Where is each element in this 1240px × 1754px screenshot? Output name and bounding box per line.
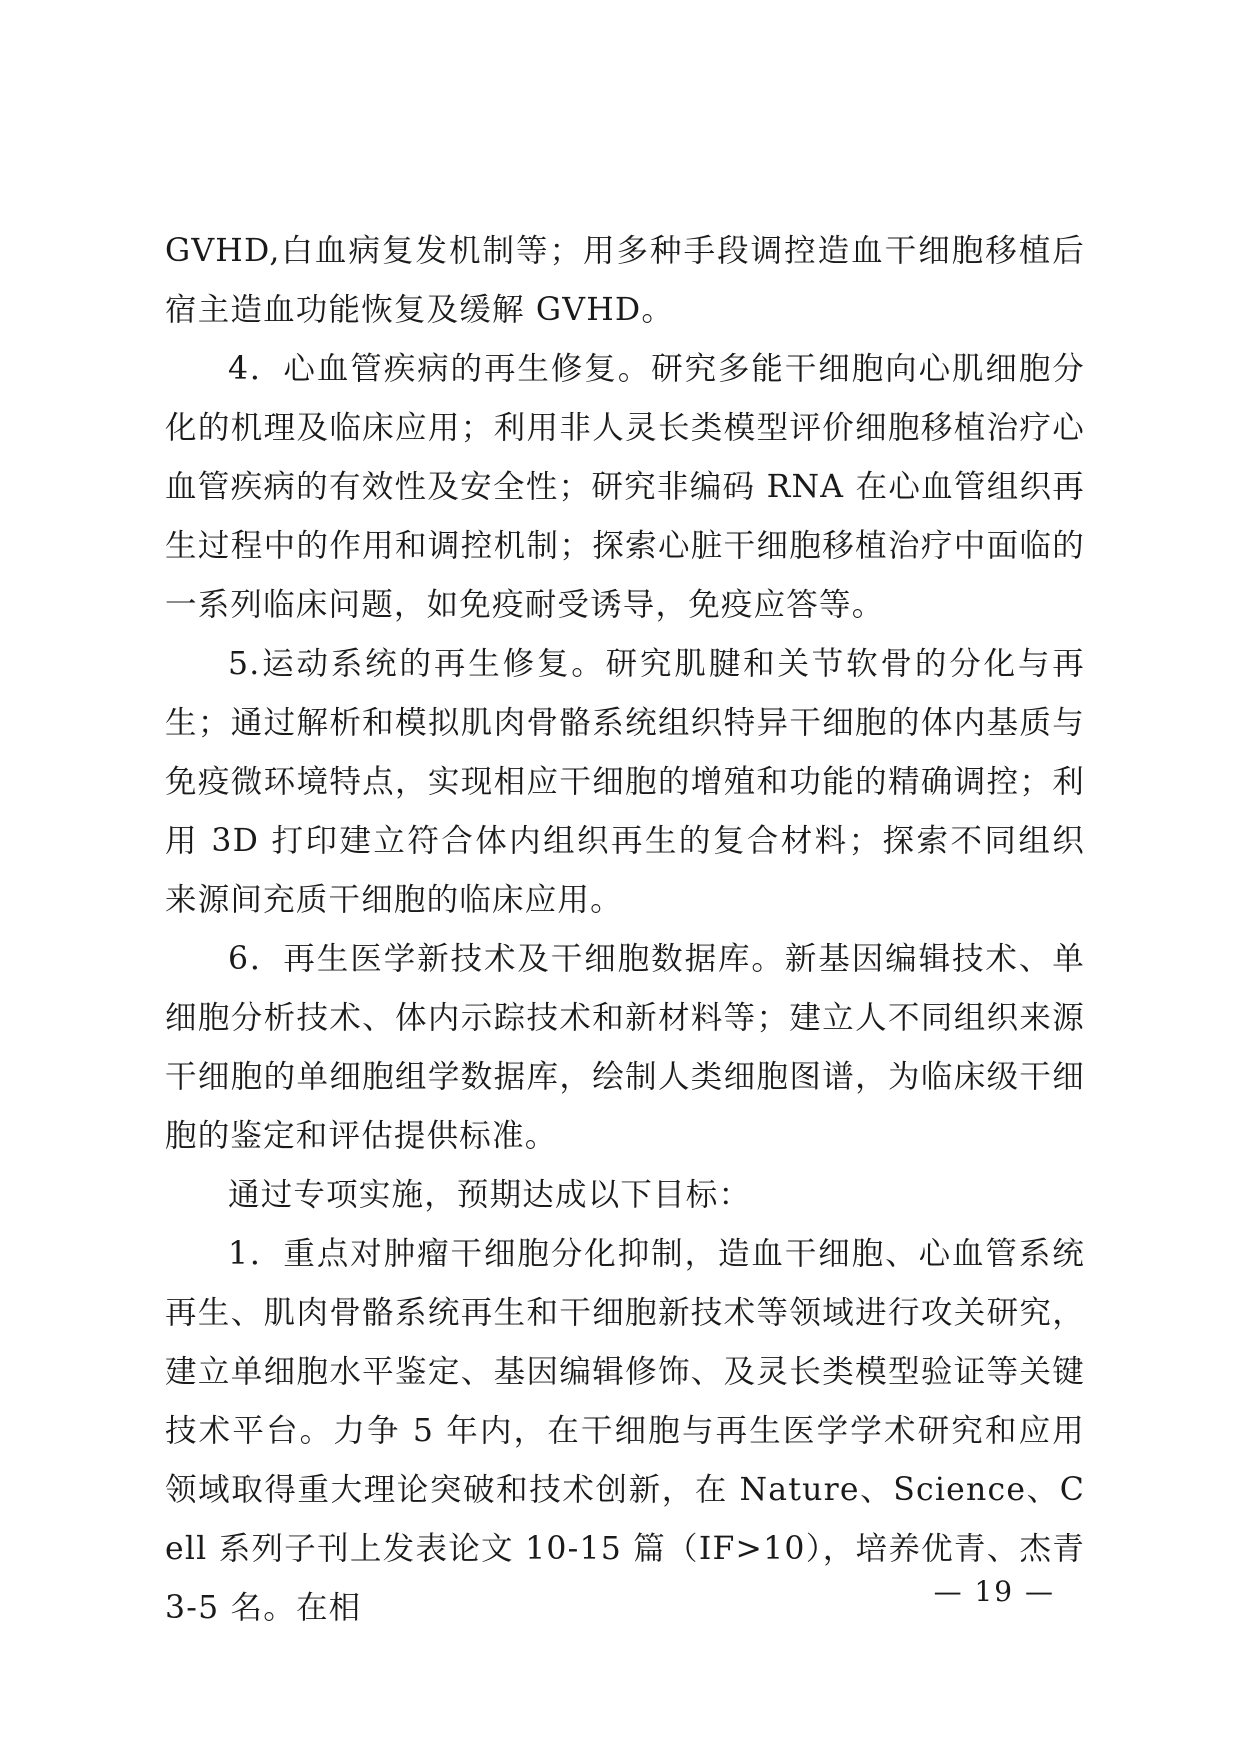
paragraph-cardiovascular-regeneration: 4．心血管疾病的再生修复。研究多能干细胞向心肌细胞分化的机理及临床应用；利用非人灵长类模型评价细胞移植治疗心血管疾病的有效性及安全性；研究非编码 RNA 在心血管组织再生过程中的作用和调控机制；探索心脏干细胞移植治疗中面临的一系列临床问题，如免疫耐受诱导，免疫应答等。 [165, 351, 1085, 623]
paragraph-motor-system-regeneration: 5.运动系统的再生修复。研究肌腱和关节软骨的分化与再生；通过解析和模拟肌肉骨骼系统组织特异干细胞的体内基质与免疫微环境特点，实现相应干细胞的增殖和功能的精确调控；利用 3D 打印建立符合体内组织再生的复合材料；探索不同组织来源间充质干细胞的临床应用。 [165, 646, 1085, 918]
paragraph-goals-intro: 通过专项实施，预期达成以下目标： [228, 1177, 752, 1213]
paragraph-goal-one: 1．重点对肿瘤干细胞分化抑制，造血干细胞、心血管系统再生、肌肉骨骼系统再生和干细胞新技术等领域进行攻关研究，建立单细胞水平鉴定、基因编辑修饰、及灵长类模型验证等关键技术平台。力争 5 年内，在干细胞与再生医学学术研究和应用领域取得重大理论突破和技术创新，在 Nature、Science、Cell 系列子刊上发表论文 10-15 篇（IF>10），培养优青、杰青 3-5 名。在相 [165, 1236, 1085, 1626]
body-text [165, 222, 1085, 1638]
paragraph-new-technology-database: 6．再生医学新技术及干细胞数据库。新基因编辑技术、单细胞分析技术、体内示踪技术和新材料等；建立人不同组织来源干细胞的单细胞组学数据库，绘制人类细胞图谱，为临床级干细胞的鉴定和评估提供标准。 [165, 941, 1085, 1154]
page-number: — 19 — [933, 1575, 1055, 1608]
paragraph-gvhd-continuation: GVHD,白血病复发机制等；用多种手段调控造血干细胞移植后宿主造血功能恢复及缓解 GVHD。 [165, 233, 1085, 328]
